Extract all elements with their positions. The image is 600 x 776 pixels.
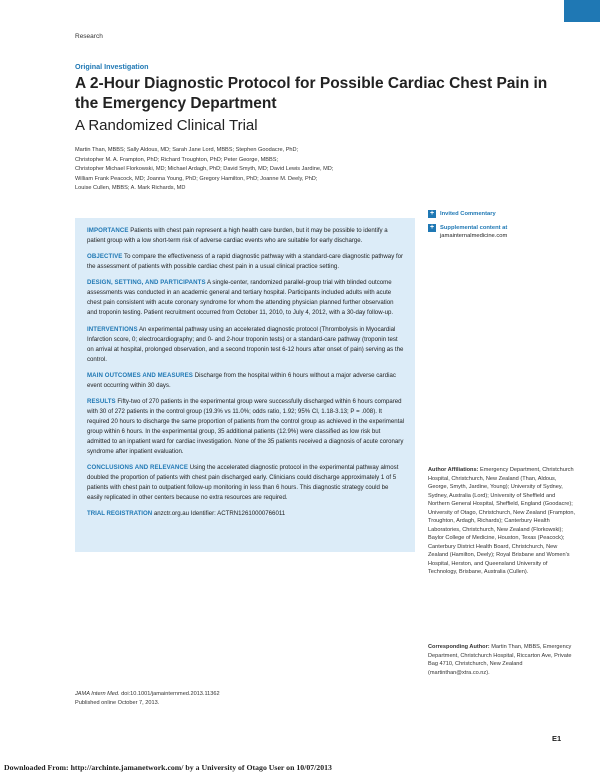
abstract-design xyxy=(87,278,405,318)
trial-registration-text[interactable]: anzctr.org.au Identifier: ACTRN12610000766011 xyxy=(153,510,286,518)
citation xyxy=(75,690,375,707)
author-line: Christopher Michael Florkowski, MD; Michael Ardagh, PhD; David Smyth, MD; David Lewis Jardine, MD; xyxy=(75,166,334,173)
abstract-interventions xyxy=(87,325,405,365)
author-line: Martin Than, MBBS; Sally Aldous, MD; Sarah Jane Lord, MBBS; Stephen Goodacre, PhD; xyxy=(75,147,299,153)
journal-name: JAMA Intern Med. xyxy=(75,691,120,697)
abstract-outcomes xyxy=(87,371,405,391)
abstract-objective xyxy=(87,252,405,272)
top-bar-accent xyxy=(564,0,600,22)
article-subtitle: A Randomized Clinical Trial xyxy=(75,117,258,134)
abstract-importance xyxy=(87,226,405,246)
abstract-text: An experimental pathway using an accelerated diagnostic protocol (Thrombolysis in Myocardial Infarction score, 0; electrocardiography; and 0- and 2-hour troponin tests) or a standard-care pathway (troponin test on arrival at hospital, prolonged observation, and a second troponin test 6-12 hours after onset of pain) serving as the control. xyxy=(87,325,404,363)
abstract-heading: INTERVENTIONS xyxy=(87,325,138,333)
author-affiliations xyxy=(428,466,578,577)
sidebar xyxy=(428,210,578,246)
author-line: Christopher M. A. Frampton, PhD; Richard Troughton, PhD; Peter George, MBBS; xyxy=(75,156,279,163)
corresponding-heading: Corresponding Author: xyxy=(428,644,490,650)
abstract-text: A single-center, randomized parallel-group trial with blinded outcome assessments was conducted in an academic general and tertiary hospital. Participants included adults with acute chest pain consistent with acute coronary syndrome for whom the attending physician planned further observation and troponin testing. Patient recruitment occurred from October 11, 2010, to July 4, 2012, with a 30-day follow-up. xyxy=(87,279,394,317)
plus-icon: + xyxy=(429,210,435,217)
page-number: E1 xyxy=(552,734,562,743)
abstract-heading: TRIAL REGISTRATION xyxy=(87,510,153,518)
citation-line xyxy=(75,690,375,699)
abstract-text: Using the accelerated diagnostic protocol in the experimental pathway almost doubled the proportion of patients with chest pain discharged early. Clinicians could discharge approximately 1 of 5 patients with chest pain to outpatient follow-up monitoring in less than 6 hours. This diagnostic strategy could be easily replicated in other centers because no extra resources are required. xyxy=(87,464,399,502)
abstract-heading: MAIN OUTCOMES AND MEASURES xyxy=(87,371,193,379)
abstract-box xyxy=(75,218,415,552)
link-label: Invited Commentary xyxy=(440,211,496,217)
article-title: A 2-Hour Diagnostic Protocol for Possible Cardiac Chest Pain in the Emergency Department xyxy=(75,75,548,112)
abstract-heading: IMPORTANCE xyxy=(87,227,129,234)
author-list xyxy=(75,146,435,194)
plus-icon: + xyxy=(429,223,435,231)
abstract-results xyxy=(87,397,405,457)
invited-commentary-link[interactable] xyxy=(428,210,578,219)
abstract-heading: CONCLUSIONS AND RELEVANCE xyxy=(87,464,189,472)
link-label: Supplemental content at xyxy=(440,224,508,231)
corresponding-author xyxy=(428,643,578,677)
abstract-heading: DESIGN, SETTING, AND PARTICIPANTS xyxy=(87,279,206,287)
trial-registration xyxy=(87,509,405,519)
supplemental-content-link[interactable] xyxy=(428,224,578,241)
doi[interactable]: doi:10.1001/jamainternmed.2013.11362 xyxy=(121,691,220,697)
abstract-text: Discharge from the hospital within 6 hours without a major adverse cardiac event occurring within 30 days. xyxy=(87,371,396,389)
abstract-conclusions xyxy=(87,463,405,503)
abstract-text: To compare the effectiveness of a rapid diagnostic pathway with a standard-care diagnostic pathway for the assessment of patients with possible cardiac chest pain in a usual clinical practice setting. xyxy=(87,253,404,271)
abstract-text: Patients with chest pain represent a high health care burden, but it may be possible to identify a patient group with a low short-term risk of adverse cardiac events who are suitable for early discharge. xyxy=(87,227,388,244)
article-type: Original Investigation xyxy=(75,62,149,71)
published-date: Published online October 7, 2013. xyxy=(75,699,160,706)
top-bar xyxy=(0,0,600,22)
affiliations-text: Emergency Department, Christchurch Hospital, Christchurch, New Zealand (Than, Aldous, George, Smyth, Jardine, Young); University of Sydney, Sydney, Australia (Lord); University of Sheffield and Northern General Hospital, Sheffield, England (Goodacre); University of Otago, Christchurch, New Zealand (Frampton, Troughton, Ardagh, Richards); Canterbury Health Laboratories, Christchurch, New Zealand (Florkowski); Baylor College of Medicine, Houston, Texas (Peacock); Canterbury District Health Board, Christchurch, New Zealand (Hamilton, Deely); Royal Brisbane and Women's Hospital, Herston, and Queensland University of Technology, Brisbane, Australia (Cullen). xyxy=(428,467,576,575)
author-line: Louise Cullen, MBBS; A. Mark Richards, MD xyxy=(75,185,186,192)
abstract-heading: RESULTS xyxy=(87,397,116,405)
corresponding-text: Martin Than, MBBS, Emergency Department, Christchurch Hospital, Riccarton Ave, Private Bag 4710, Christchurch, New Zealand (martinthan@xtra.co.nz). xyxy=(428,644,572,676)
abstract-heading: OBJECTIVE xyxy=(87,253,123,261)
link-url: jamainternalmedicine.com xyxy=(440,233,508,240)
abstract-text: Fifty-two of 270 patients in the experimental group were successfully discharged within 6 hours compared with 30 of 272 patients in the control group (19.3% vs 11.0%; odds ratio, 1.92; 95% CI, 1.18-3.13; P = .008). It required 20 hours to discharge the same proportion of patients from the control group as achieved in the experimental group within 6 hours. In the experimental group, 35 additional patients (12.9%) were classified as low risk but admitted to an inpatient ward for cardiac investigation. None of the 35 patients received a diagnosis of acute coronary syndrome after inpatient evaluation. xyxy=(87,397,405,455)
author-line: William Frank Peacock, MD; Joanna Young, PhD; Gregory Hamilton, PhD; Joanne M. Deely, PhD; xyxy=(75,175,318,182)
affiliations-heading: Author Affiliations: xyxy=(428,467,479,473)
section-label: Research xyxy=(75,33,103,40)
download-footer: Downloaded From: http://archinte.jamanetwork.com/ by a University of Otago User on 10/07/2013 xyxy=(4,763,332,772)
